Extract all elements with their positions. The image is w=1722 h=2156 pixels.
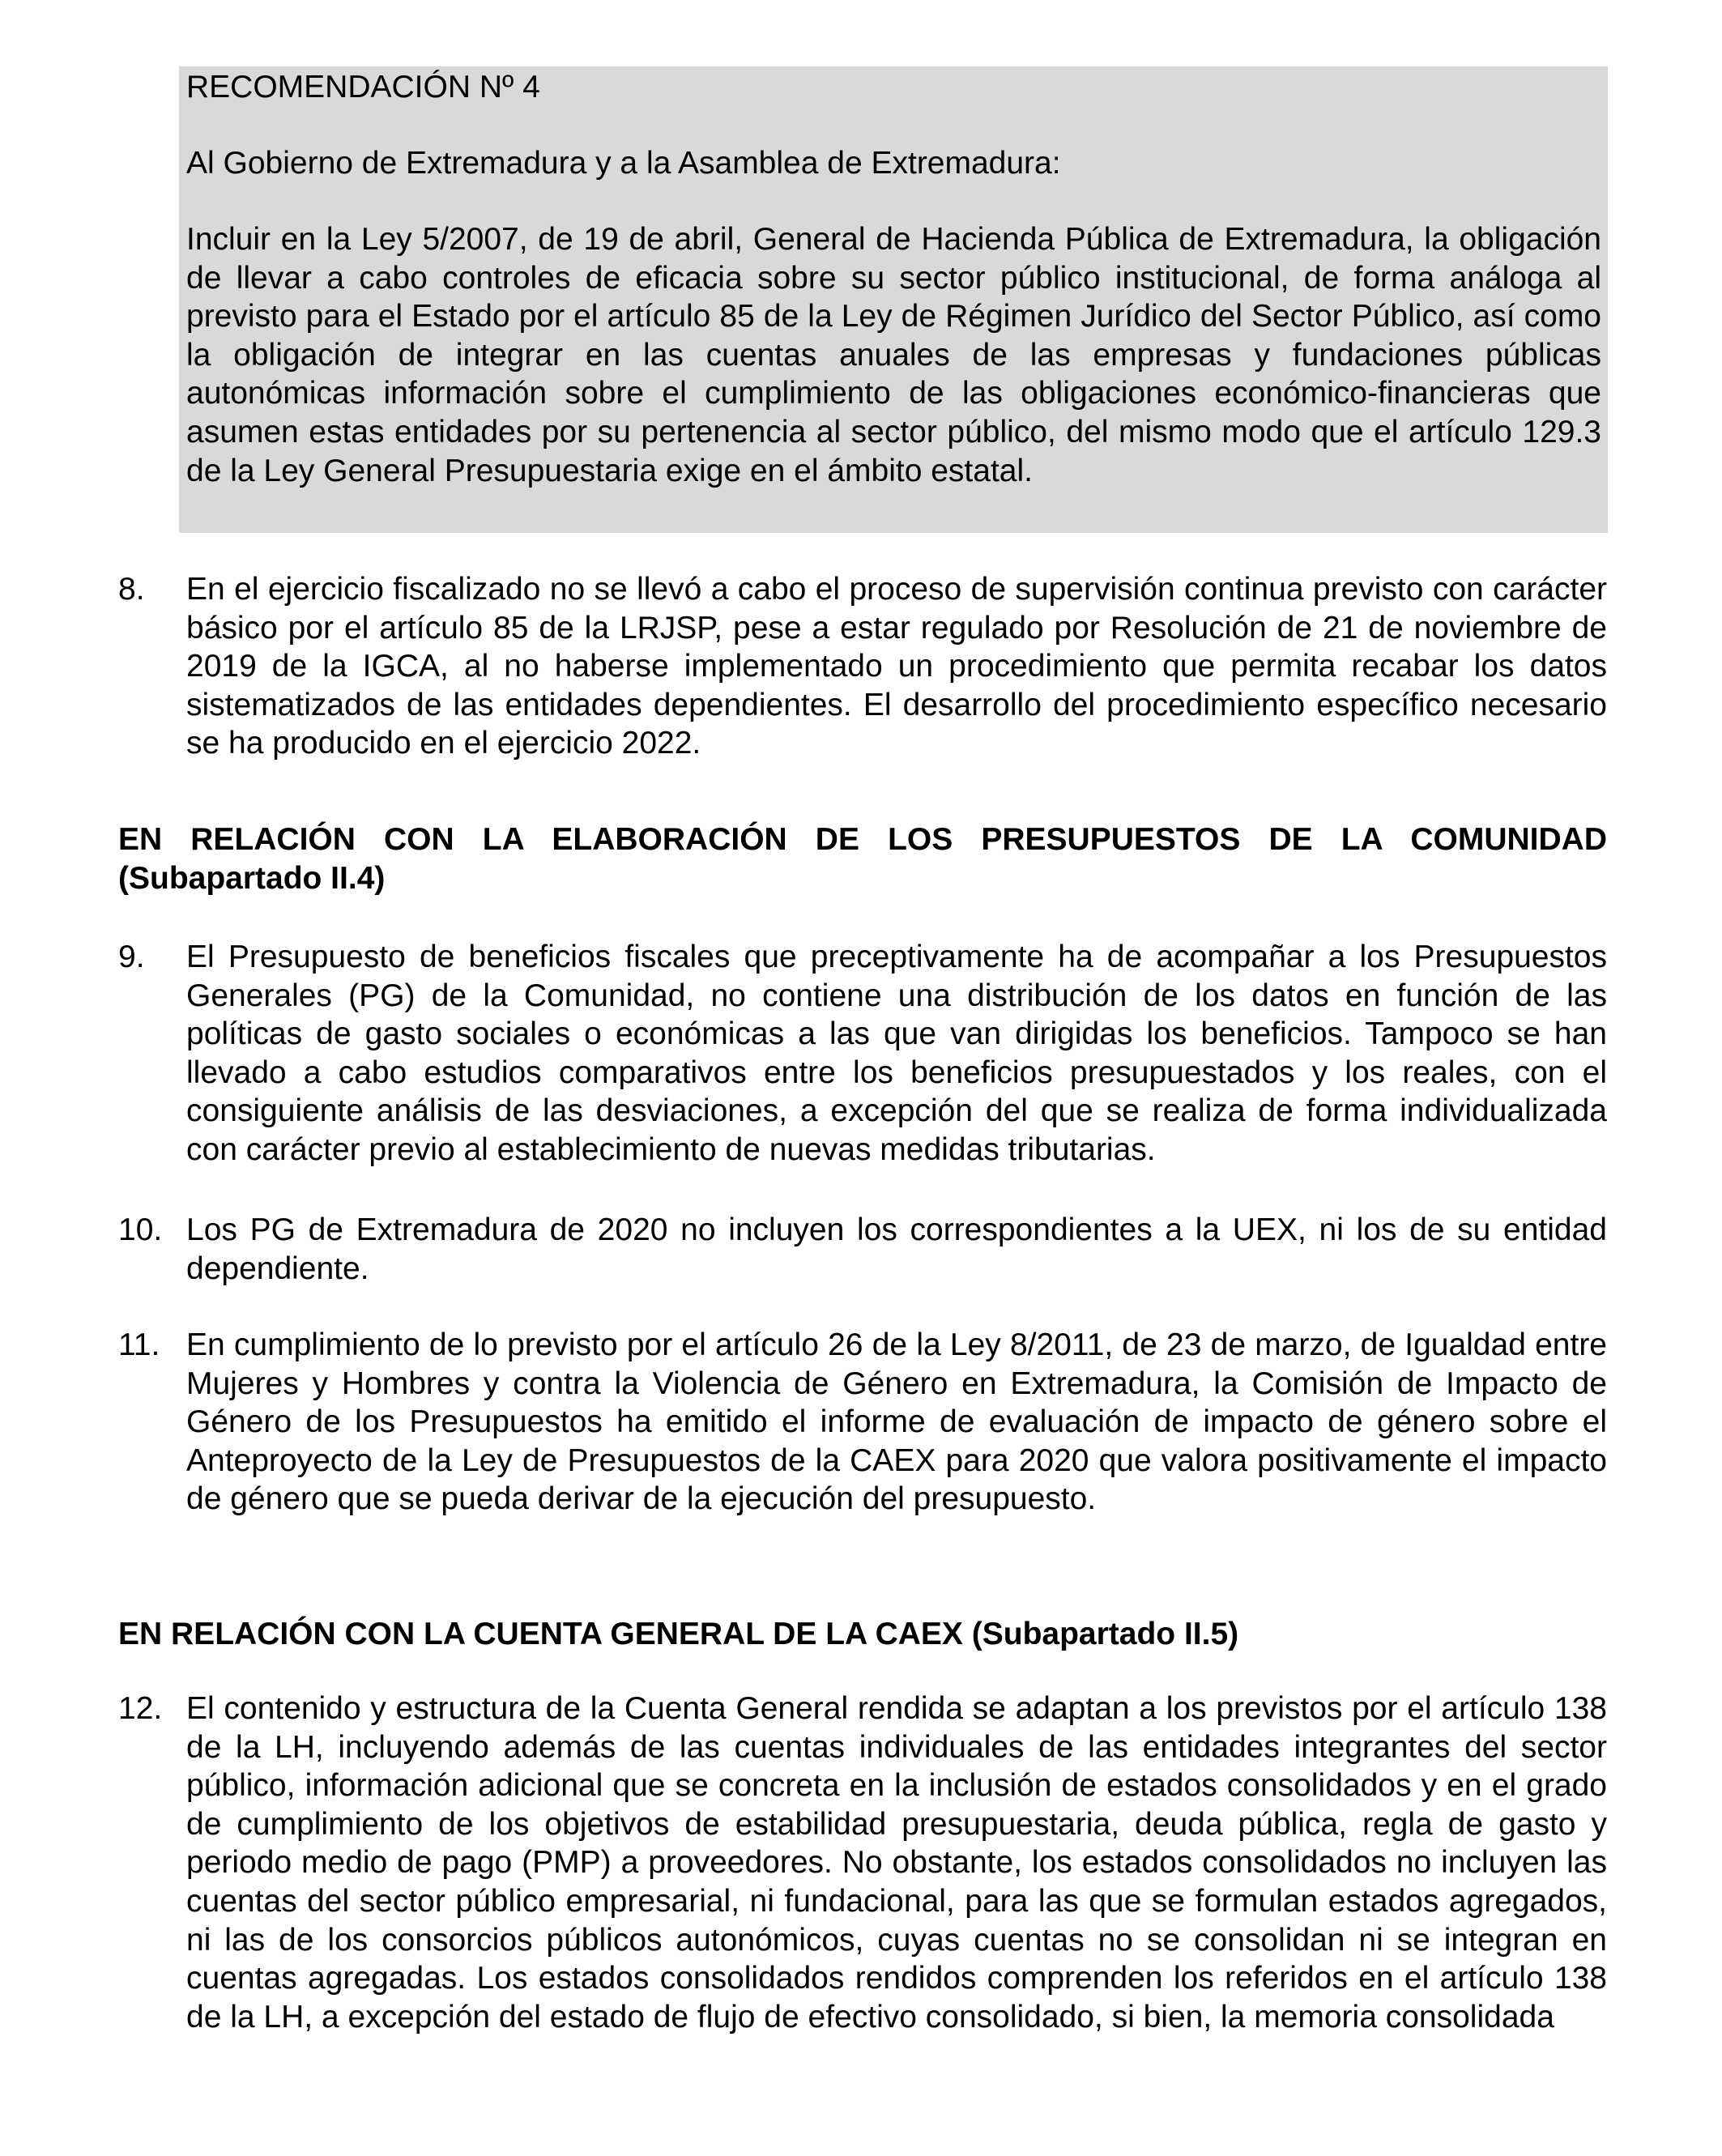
section-heading-presupuestos: EN RELACIÓN CON LA ELABORACIÓN DE LOS PRESUPUESTOS DE LA COMUNIDAD (Subapartado II.4)	[118, 822, 1607, 896]
item-text: El Presupuesto de beneficios fiscales que preceptivamente ha de acompañar a los Presupuestos Generales (PG) de la Comunidad, no contiene una distribución de los datos en función de las políticas de gasto sociales o económicas a las que van dirigidas los beneficios. Tampoco se han llevado a cabo estudios comparativos entre los beneficios presupuestados y los reales, con el consiguiente análisis de las desviaciones, a excepción del que se realiza de forma individualizada con carácter previo al establecimiento de nuevas medidas tributarias.	[186, 940, 1607, 1167]
item-text: En el ejercicio fiscalizado no se llevó a cabo el proceso de supervisión continua previsto con carácter básico por el artículo 85 de la LRJSP, pese a estar regulado por Resolución de 21 de noviembre de 2019 de la IGCA, al no haberse implementado un procedimiento que permita recabar los datos sistematizados de las entidades dependientes. El desarrollo del procedimiento específico necesario se ha producido en el ejercicio 2022.	[186, 572, 1607, 761]
item-text: En cumplimiento de lo previsto por el artículo 26 de la Ley 8/2011, de 23 de marzo, de Igualdad entre Mujeres y Hombres y contra la Violencia de Género en Extremadura, la Comisión de Impacto de Género de los Presupuestos ha emitido el informe de evaluación de impacto de género sobre el Anteproyecto de la Ley de Presupuestos de la CAEX para 2020 que valora positivamente el impacto de género que se pueda derivar de la ejecución del presupuesto.	[186, 1327, 1607, 1517]
item-number: 11.	[118, 1327, 160, 1362]
section-heading-cuenta-general: EN RELACIÓN CON LA CUENTA GENERAL DE LA CAEX (Subapartado II.5)	[118, 1617, 1239, 1651]
recommendation-addressee: Al Gobierno de Extremadura y a la Asamblea de Extremadura:	[186, 146, 1061, 181]
item-text: El contenido y estructura de la Cuenta General rendida se adaptan a los previstos por el artículo 138 de la LH, incluyendo además de las cuentas individuales de las entidades integrantes del sector público, información adicional que se concreta en la inclusión de estados consolidados y en el grado de cumplimiento de los objetivos de estabilidad presupuestaria, deuda pública, regla de gasto y periodo medio de pago (PMP) a proveedores. No obstante, los estados consolidados no incluyen las cuentas del sector público empresarial, ni fundacional, para las que se formulan estados agregados, ni las de los consorcios públicos autonómicos, cuyas cuentas no se consolidan ni se integran en cuentas agregadas. Los estados consolidados rendidos comprenden los referidos en el artículo 138 de la LH, a excepción del estado de flujo de efectivo consolidado, si bien, la memoria consolidada	[186, 1691, 1607, 2035]
item-number: 10.	[118, 1212, 163, 1247]
recommendation-body: Incluir en la Ley 5/2007, de 19 de abril, General de Hacienda Pública de Extremadura, la obligación de llevar a cabo controles de eficacia sobre su sector público institucional, de forma análoga al previsto para el Estado por el artículo 85 de la Ley de Régimen Jurídico del Sector Público, así como la obligación de integrar en las cuentas anuales de las empresas y fundaciones públicas autonómicas información sobre el cumplimiento de las obligaciones económico-financieras que asumen estas entidades por su pertenencia al sector público, del mismo modo que el artículo 129.3 de la Ley General Presupuestaria exige en el ámbito estatal.	[186, 222, 1601, 488]
item-number: 8.	[118, 572, 145, 607]
recommendation-box	[179, 66, 1608, 533]
item-text: Los PG de Extremadura de 2020 no incluyen los correspondientes a la UEX, ni los de su entidad dependiente.	[186, 1212, 1607, 1286]
recommendation-title: RECOMENDACIÓN Nº 4	[186, 70, 540, 104]
item-number: 12.	[118, 1691, 163, 1726]
item-number: 9.	[118, 940, 145, 974]
